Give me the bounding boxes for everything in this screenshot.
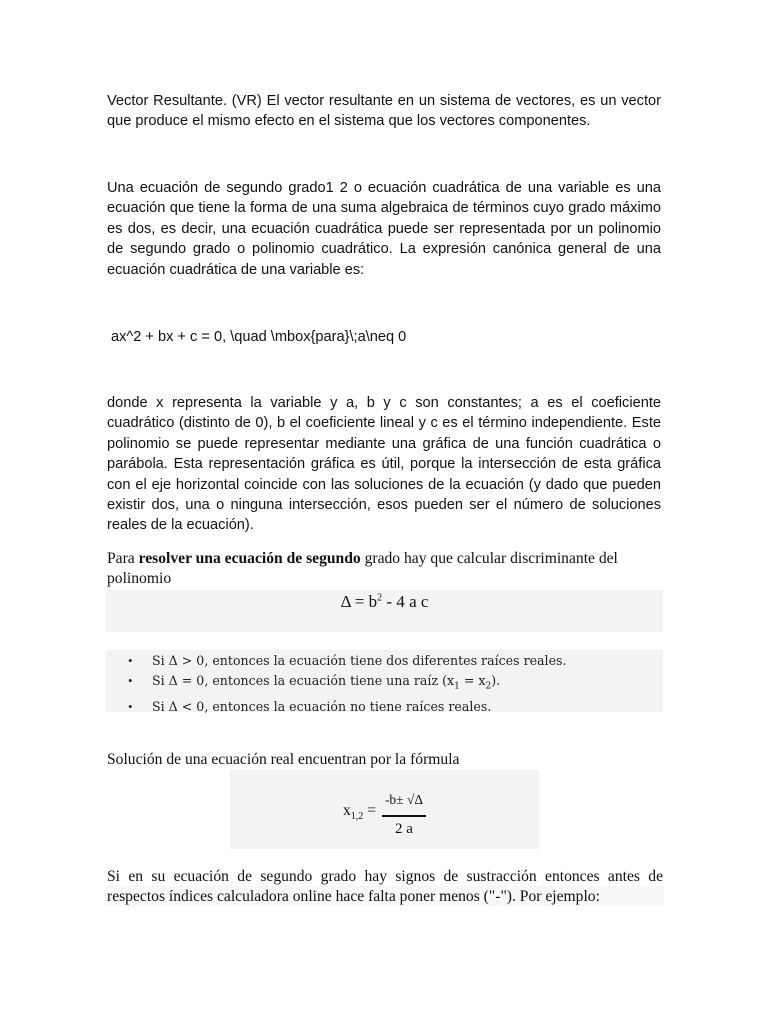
list-item-text: Si Δ = 0, entonces la ecuación tiene una raíz (x	[152, 673, 455, 688]
bullet-icon: •	[128, 673, 133, 688]
paragraph-resolver	[107, 549, 667, 589]
discriminant-cases-box	[106, 650, 663, 712]
bullet-icon: •	[128, 698, 133, 714]
discriminant-rhs: - 4 a c	[382, 592, 429, 611]
latex-formula-text: ax^2 + bx + c = 0, \quad \mbox{para}\;a\neq 0	[111, 329, 407, 345]
formula-x: x	[343, 802, 351, 819]
quadratic-formula-lhs	[343, 802, 376, 822]
list-item-text: = x	[459, 673, 486, 688]
list-item-text: ).	[491, 673, 501, 688]
list-item	[128, 671, 567, 697]
list-item	[128, 651, 567, 671]
fraction-bar	[382, 815, 426, 817]
paragraph-vector-resultante: Vector Resultante. (VR) El vector resultante en un sistema de vectores, es un vector que produce el mismo efecto en el sistema que los vectores componentes.	[107, 93, 661, 130]
paragraph-ecuacion-segundo-grado: Una ecuación de segundo grado1 2 o ecuación cuadrática de una variable es una ecuación que tiene la forma de una suma algebraica de términos cuyo grado máximo es dos, es decir, una ecuación cuadrática puede ser representada por un polinomio de segundo grado o polinomio cuadrático. La expresión canónica general de una ecuación cuadrática de una variable es:	[107, 180, 661, 278]
solucion-line: Solución de una ecuación real encuentran por la fórmula	[107, 751, 460, 768]
fraction-numerator: -b± √Δ	[384, 792, 424, 807]
discriminant-lhs: Δ = b	[340, 592, 378, 611]
list-item-text: Si Δ < 0, entonces la ecuación no tiene raíces reales.	[152, 698, 492, 714]
discriminant-cases-list	[128, 651, 567, 717]
paragraph-sustraccion: Si en su ecuación de segundo grado hay signos de sustracción entonces antes de respectos índices calculadora online hace falta poner menos ("-"). Por ejemplo:	[107, 868, 663, 905]
para-bold-text: resolver una ecuación de segundo	[138, 550, 361, 567]
discriminant-formula	[106, 592, 663, 612]
list-item	[128, 697, 567, 717]
discriminant-exponent: 2	[377, 592, 383, 604]
fraction-denominator: 2 a	[395, 821, 413, 837]
discriminant-box	[106, 590, 663, 632]
list-item-text: Si Δ > 0, entonces la ecuación tiene dos diferentes raíces reales.	[152, 653, 567, 668]
paragraph-donde: donde x representa la variable y a, b y c son constantes; a es el coeficiente cuadrático (distinto de 0), b el coeficiente lineal y c es el término independiente. Este polinomio se puede representar mediante una gráfica de una función cuadrática o parábola. Esta representación gráfica es útil, porque la intersección de esta gráfica con el eje horizontal coincide con las soluciones de la ecuación (y dado que pueden existir dos, una o ninguna intersección, esos pueden ser el número de soluciones reales de la ecuación).	[107, 395, 661, 534]
para-prefix: Para	[107, 550, 139, 567]
formula-equals: =	[363, 802, 376, 819]
subscript: 1	[454, 681, 460, 692]
quadratic-formula-box	[230, 770, 539, 849]
bullet-icon: •	[128, 653, 133, 668]
para-suffix: grado hay que calcular discriminante del polinomio	[107, 550, 618, 587]
subscript: 2	[485, 681, 492, 692]
formula-x-subscript: 1,2	[350, 811, 364, 823]
